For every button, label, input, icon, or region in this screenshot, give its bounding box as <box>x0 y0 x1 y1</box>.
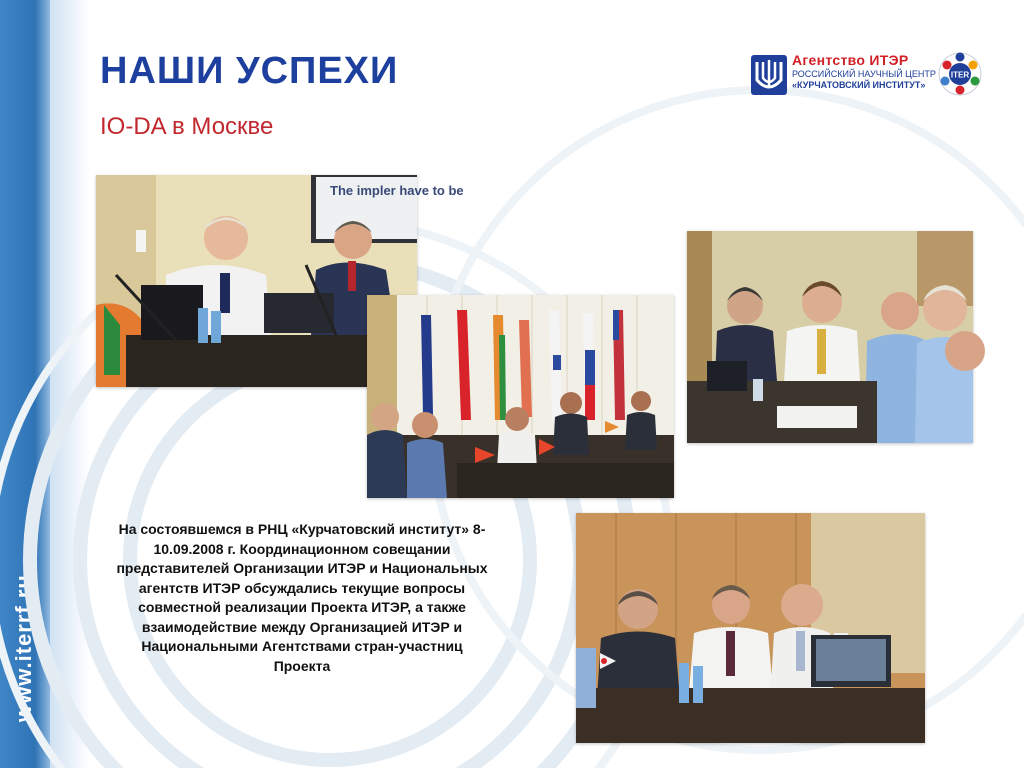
logo-agency-name: Агентство ИТЭР <box>792 52 909 68</box>
projector-screen-text: The impler have to be <box>330 183 464 198</box>
page-title: НАШИ УСПЕХИ <box>100 50 399 92</box>
meeting-photo-3 <box>687 231 973 443</box>
event-description: На состоявшемся в РНЦ «Курчатовский институт» 8-10.09.2008 г. Координационном совещании представителей Организации ИТЭР и Национальных агентств ИТЭР обсуждались текущие вопросы совместной реализации Проекта ИТЭР, а также взаимодействие между Организацией ИТЭР и Национальными Агентствами стран-участниц Проекта <box>116 521 488 674</box>
logo-institute-name: «КУРЧАТОВСКИЙ ИНСТИТУТ» <box>792 80 926 90</box>
logo-center-name: РОССИЙСКИЙ НАУЧНЫЙ ЦЕНТР <box>792 69 936 79</box>
iter-logo-badge-text: ITER <box>950 70 970 80</box>
iter-agency-logo <box>750 50 985 100</box>
meeting-photo-2-flags <box>367 295 674 498</box>
iter-logo-icon <box>938 52 982 96</box>
sidebar-gradient <box>50 0 90 768</box>
site-url-text: www.iterrf.ru <box>11 574 36 722</box>
page-subtitle: IO-DA в Москве <box>100 113 274 140</box>
meeting-photo-4 <box>576 513 925 743</box>
kurchatov-emblem-icon <box>750 54 788 96</box>
